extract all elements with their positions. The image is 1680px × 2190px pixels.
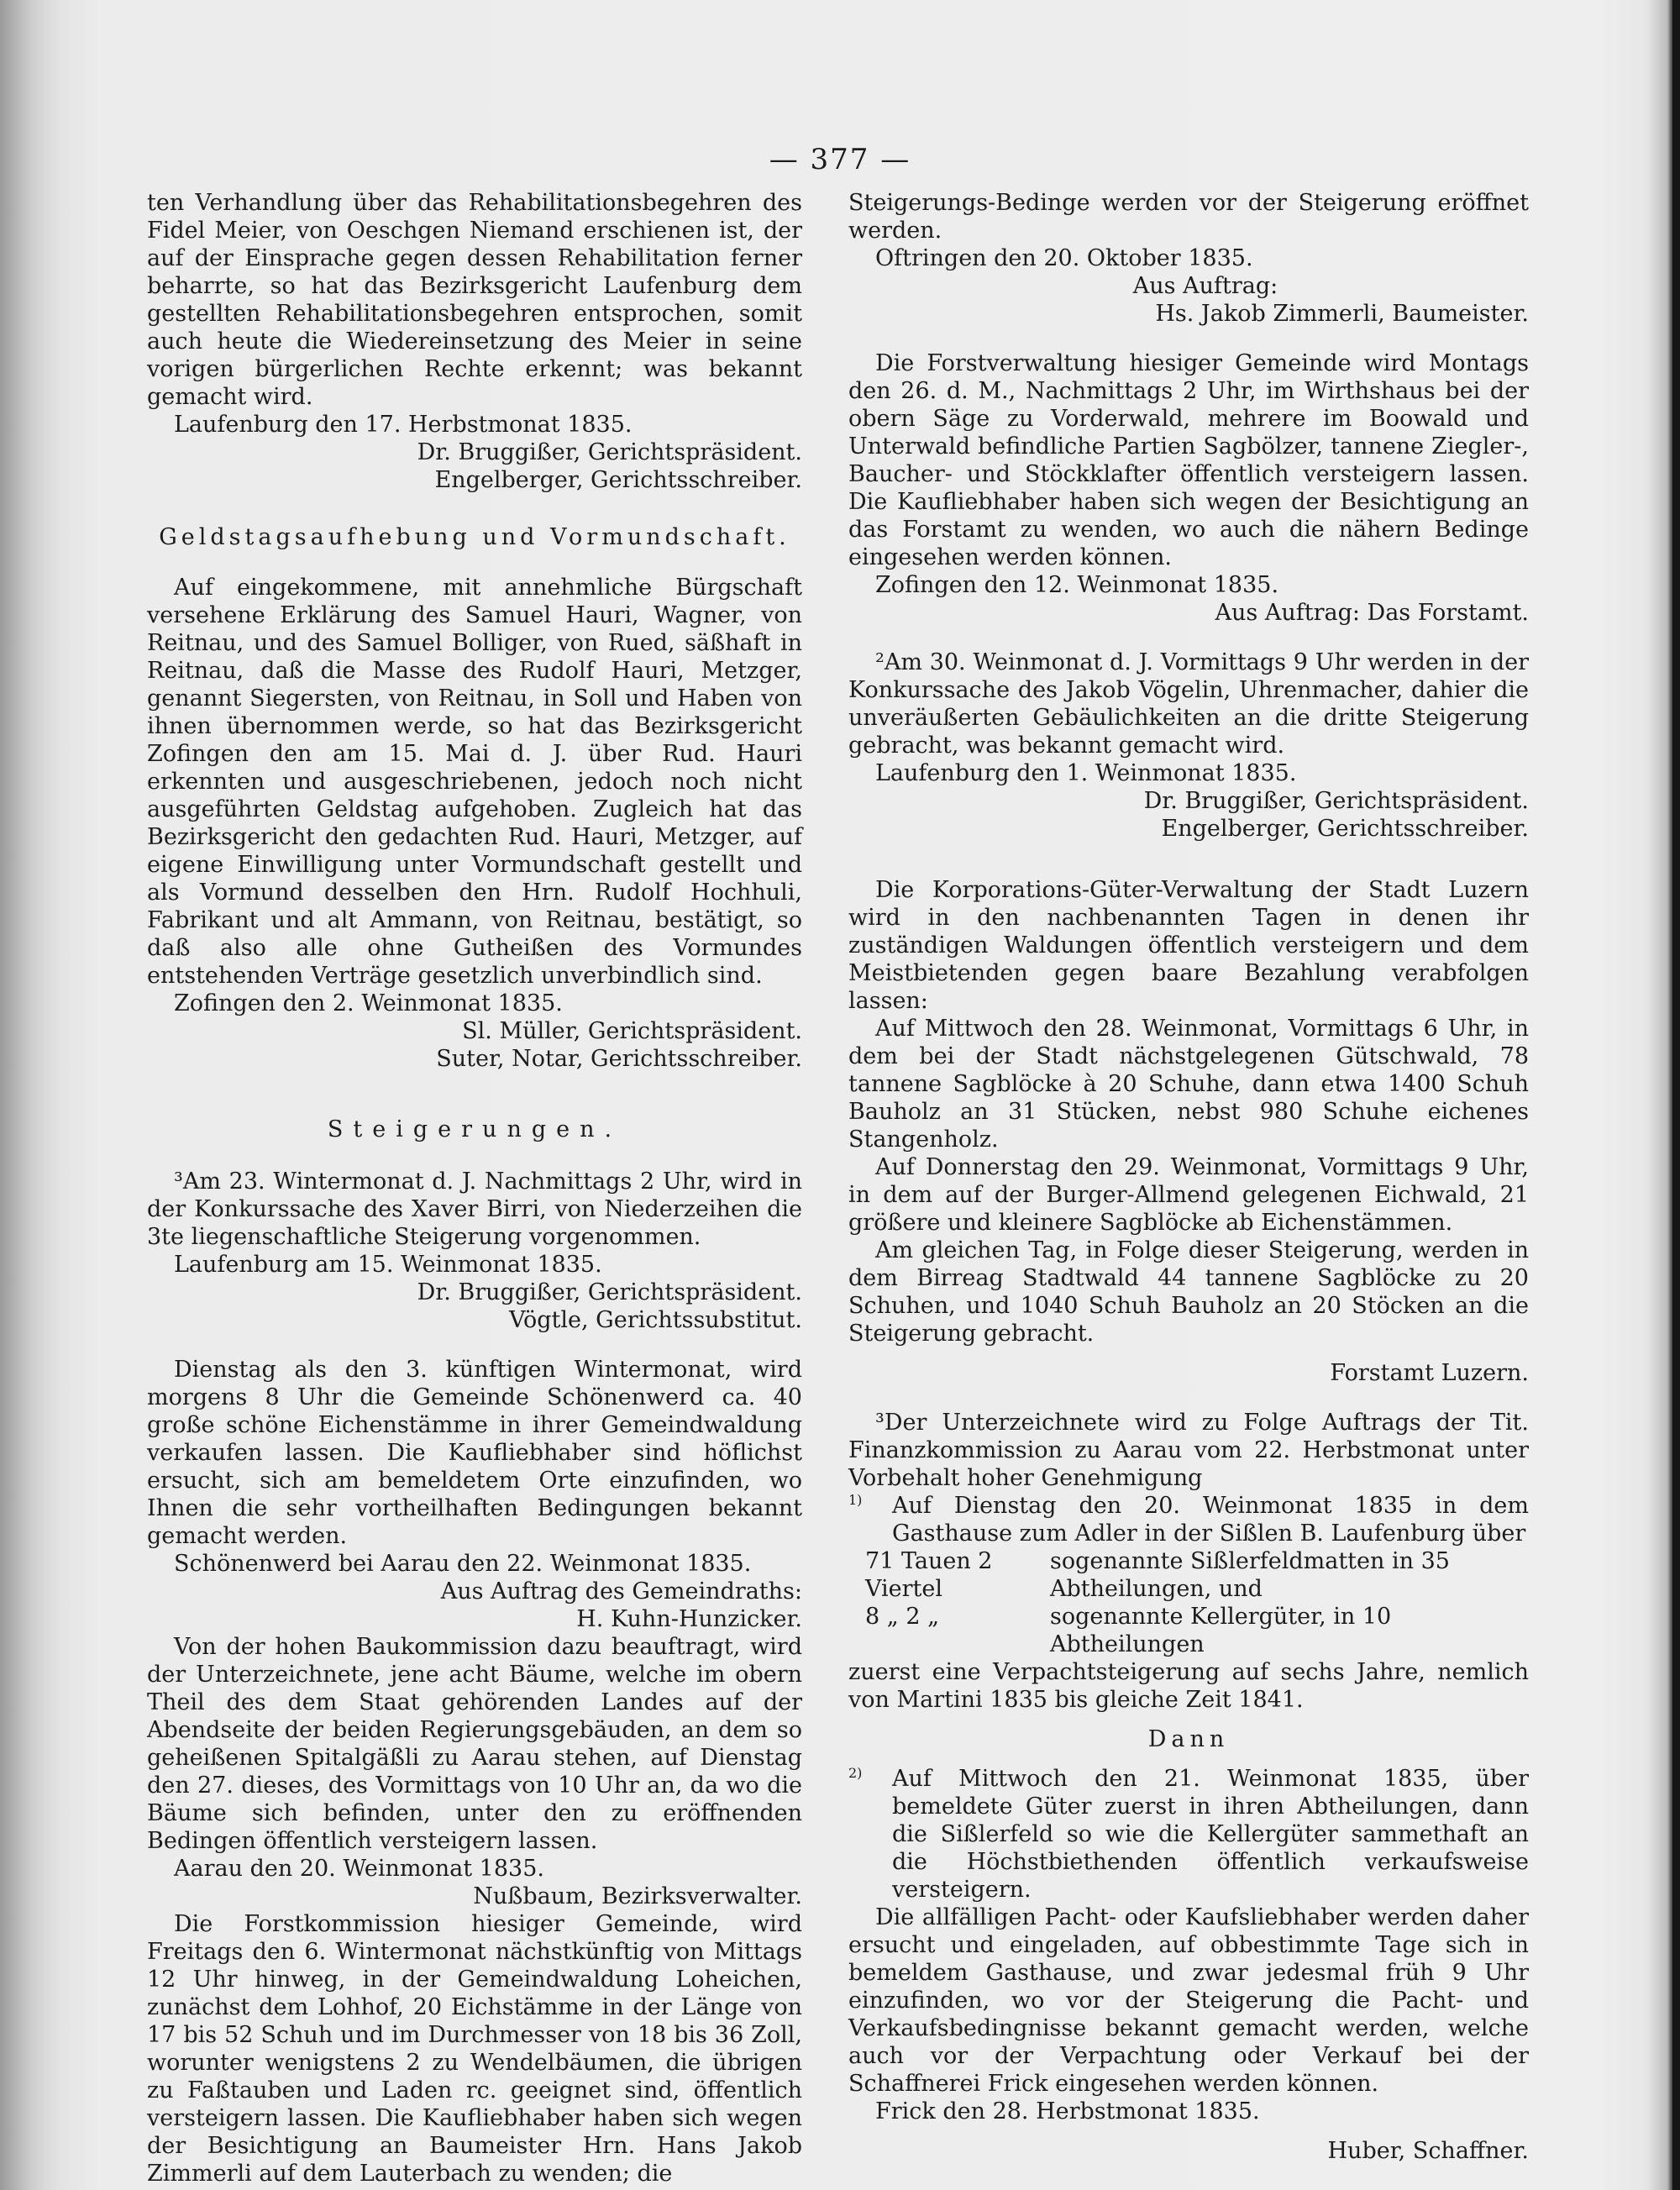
- luzern-intro: Die Korporations-Güter-Verwaltung der Stadt Luzern wird in den nachbenannten Tagen in denen ihr zuständigen Waldungen öffentlich versteigern und dem Meistbietenden gegen baare Bezahlung verabfolgen lassen:: [848, 877, 1529, 1014]
- luzern-item-1: Auf Mittwoch den 28. Weinmonat, Vormittags 6 Uhr, in dem bei der Stadt nächstgelegenen Gütschwald, 78 tannene Sagblöcke à 20 Schuhe, dann etwa 1400 Schuh Bauholz an 31 Stücken, nebst 980 Schuhe eichenes Stangenholz.: [848, 1016, 1529, 1153]
- frick-item-1-number: 1): [848, 1492, 863, 1508]
- oftringen-signature-2: Hs. Jakob Zimmerli, Baumeister.: [1155, 301, 1529, 327]
- frick-parcel-1-description: sogenannte Sißlerfeldmatten in 35 Abtheilungen, und: [1050, 1548, 1450, 1602]
- frick-item-2: [848, 1765, 1529, 1904]
- left-column: [147, 189, 802, 2187]
- frick-item-1: [848, 1492, 1529, 1547]
- geldstag-place-date: Zofingen den 2. Weinmonat 1835.: [174, 990, 563, 1016]
- frick-item-1-text: Auf Dienstag den 20. Weinmonat 1835 in dem Gasthause zum Adler in der Sißlen B. Laufenburg über: [892, 1493, 1529, 1547]
- voegelin-place-date: Laufenburg den 1. Weinmonat 1835.: [875, 760, 1297, 786]
- schoenenwerd-body: Dienstag als den 3. künftigen Wintermonat, wird morgens 8 Uhr die Gemeinde Schönenwerd ca. 40 große schöne Eichenstämme in ihrer Gemeindwaldung verkaufen lassen. Die Kaufliebhaber sind höflichst ersucht, sich am bemeldetem Orte einzufinden, wo Ihnen die sehr vortheilhaften Bedingungen bekannt gemacht werden.: [147, 1357, 802, 1549]
- birri-place-date: Laufenburg am 15. Weinmonat 1835.: [174, 1252, 602, 1278]
- frick-item-2-text: Auf Mittwoch den 21. Weinmonat 1835, über bemeldete Güter zuerst in ihren Abtheilungen, dann die Sißlerfeld so wie die Kellergüter sammethaft an die Höchstbiethenden öffentlich verkaufsweise versteigern.: [892, 1766, 1529, 1903]
- page-number: — 377 —: [769, 143, 911, 176]
- frick-parcel-1: [848, 1547, 1529, 1603]
- oftringen-body: Steigerungs-Bedinge werden vor der Steigerung eröffnet werden.: [848, 190, 1529, 244]
- rehab-signature-2: Engelberger, Gerichtsschreiber.: [434, 467, 802, 493]
- aarau-body: Von der hohen Baukommission dazu beauftragt, wird der Unterzeichnete, jene acht Bäume, welche im obern Theil des dem Staat gehörenden Landes auf der Abendseite der beiden Regierungsgebäuden, an dem so geheißenen Spitalgäßli zu Aarau stehen, auf Dienstag den 27. dieses, des Vormittags von 10 Uhr an, da wo die Bäume sich befinden, unter den zu eröffnenden Bedingen öffentlich versteigern lassen.: [147, 1634, 802, 1854]
- schoenenwerd-signature-2: H. Kuhn-Hunzicker.: [576, 1606, 802, 1632]
- aarau-signature: Nußbaum, Bezirksverwalter.: [473, 1883, 802, 1909]
- voegelin-signature-1: Dr. Bruggißer, Gerichtspräsident.: [1143, 788, 1529, 814]
- zofingen-forst-body: Die Forstverwaltung hiesiger Gemeinde wird Montags den 26. d. M., Nachmittags 2 Uhr, im Wirthshaus bei der obern Säge zu Vorderwald, mehrere im Boowald und Unterwald befindliche Partien Sagbölzer, tannene Ziegler-, Baucher- und Stöckklafter öffentlich versteigern lassen. Die Kaufliebhaber haben sich wegen der Besichtigung an das Forstamt zu wenden, wo auch die nähern Bedinge eingesehen werden können.: [848, 350, 1529, 570]
- frick-dann: Dann: [1147, 1726, 1230, 1752]
- luzern-signature: Forstamt Luzern.: [1330, 1360, 1529, 1386]
- voegelin-signature-2: Engelberger, Gerichtsschreiber.: [1161, 816, 1529, 842]
- geldstag-heading: Geldstagsaufhebung und Vormundschaft.: [159, 524, 790, 550]
- geldstag-body: Auf eingekommene, mit annehmliche Bürgschaft versehene Erklärung des Samuel Hauri, Wagner, von Reitnau, und des Samuel Bolliger, von Rued, säßhaft in Reitnau, daß die Masse des Rudolf Hauri, Metzger, genannt Siegersten, von Reitnau, in Soll und Haben von ihnen übernommen werde, so hat das Bezirksgericht Zofingen den am 15. Mai d. J. über Rud. Hauri erkennten und ausgeschriebenen, jedoch noch nicht ausgeführten Geldstag aufgehoben. Zugleich hat das Bezirksgericht den gedachten Rud. Hauri, Metzger, auf eigene Einwilligung unter Vormundschaft gestellt und als Vormund desselben den Hrn. Rudolf Hochhuli, Fabrikant und alt Ammann, von Reitnau, bestätigt, so daß also alle ohne Gutheißen des Vormundes entstehenden Verträge gesetzlich unverbindlich sind.: [147, 575, 802, 989]
- frick-signature: Huber, Schaffner.: [1327, 2138, 1529, 2164]
- voegelin-body: ²Am 30. Weinmonat d. J. Vormittags 9 Uhr werden in der Konkurssache des Jakob Vögelin, Uhrenmacher, dahier die unveräußerten Gebäulichkeiten an die dritte Steigerung gebracht, was bekannt gemacht wird.: [848, 649, 1529, 759]
- zofingen-forst-place-date: Zofingen den 12. Weinmonat 1835.: [875, 572, 1279, 598]
- forstkommission-body: Die Forstkommission hiesiger Gemeinde, wird Freitags den 6. Wintermonat nächstkünftig von Mittags 12 Uhr hinweg, in der Gemeindwaldung Loheichen, zunächst dem Lohhof, 20 Eichstämme in der Länge von 17 bis 52 Schuh und im Durchmesser von 18 bis 36 Zoll, worunter wenigstens 2 zu Wendelbäumen, die übrigen zu Faßtauben und Laden rc. geeignet sind, öffentlich versteigern lassen. Die Kaufliebhaber haben sich wegen der Besichtigung an Baumeister Hrn. Hans Jakob Zimmerli auf dem Lauterbach zu wenden; die: [147, 1911, 802, 2187]
- birri-signature-1: Dr. Bruggißer, Gerichtspräsident.: [417, 1279, 802, 1305]
- birri-body: ³Am 23. Wintermonat d. J. Nachmittags 2 Uhr, wird in der Konkurssache des Xaver Birri, von Niederzeihen die 3te liegenschaftliche Steigerung vorgenommen.: [147, 1169, 802, 1250]
- oftringen-place-date: Oftringen den 20. Oktober 1835.: [875, 245, 1253, 271]
- rehab-place-date: Laufenburg den 17. Herbstmonat 1835.: [174, 412, 633, 438]
- zofingen-forst-signature: Aus Auftrag: Das Forstamt.: [1215, 600, 1529, 626]
- right-column: [848, 189, 1529, 2165]
- luzern-item-2: Auf Donnerstag den 29. Weinmonat, Vormittags 9 Uhr, in dem auf der Burger-Allmend gelegenen Eichwald, 21 größere und kleinere Sagblöcke ab Eichenstämmen.: [848, 1154, 1529, 1236]
- frick-intro: ³Der Unterzeichnete wird zu Folge Auftrags der Tit. Finanzkommission zu Aarau vom 22. Herbstmonat unter Vorbehalt hoher Genehmigung: [848, 1410, 1529, 1491]
- schoenenwerd-place-date: Schönenwerd bei Aarau den 22. Weinmonat 1835.: [174, 1551, 752, 1577]
- book-spine-shadow: [0, 0, 47, 2190]
- geldstag-signature-2: Suter, Notar, Gerichtsschreiber.: [436, 1046, 802, 1072]
- aarau-place-date: Aarau den 20. Weinmonat 1835.: [174, 1856, 544, 1882]
- frick-parcel-2-amount: 8 „ 2 „: [865, 1604, 940, 1630]
- frick-item-2-number: 2): [848, 1765, 863, 1781]
- rehab-body: ten Verhandlung über das Rehabilitationsbegehren des Fidel Meier, von Oeschgen Niemand erschienen ist, der auf der Einsprache gegen dessen Rehabilitation ferner beharrte, so hat das Bezirksgericht Laufenburg dem gestellten Rehabilitationsbegehren entsprochen, somit auch heute die Wiedereinsetzung des Meier in seine vorigen bürgerlichen Rechte erkennt; was bekannt gemacht wird.: [147, 190, 802, 410]
- frick-parcel-2-description: sogenannte Kellergüter, in 10 Abtheilungen: [1050, 1604, 1392, 1657]
- page-edge: [1672, 0, 1680, 2190]
- frick-place-date: Frick den 28. Herbstmonat 1835.: [875, 2098, 1260, 2124]
- steigerungen-heading: Steigerungen.: [327, 1116, 622, 1142]
- frick-parcel-1-amount: 71 Tauen 2 Viertel: [865, 1548, 993, 1602]
- frick-parcel-2: [848, 1603, 1529, 1658]
- oftringen-signature-1: Aus Auftrag:: [1132, 273, 1278, 299]
- frick-pacht-text: zuerst eine Verpachtsteigerung auf sechs Jahre, nemlich von Martini 1835 bis gleiche Zeit 1841.: [848, 1659, 1529, 1713]
- birri-signature-2: Vögtle, Gerichtssubstitut.: [508, 1307, 802, 1333]
- geldstag-signature-1: Sl. Müller, Gerichtspräsident.: [462, 1018, 802, 1044]
- rehab-signature-1: Dr. Bruggißer, Gerichtspräsident.: [417, 439, 802, 465]
- luzern-item-3: Am gleichen Tag, in Folge dieser Steigerung, werden in dem Birreag Stadtwald 44 tannene Sagblöcke zu 20 Schuhen, und 1040 Schuh Bauholz an 20 Stöcken an die Steigerung gebracht.: [848, 1237, 1529, 1347]
- schoenenwerd-signature-1: Aus Auftrag des Gemeindraths:: [440, 1578, 802, 1604]
- frick-closing: Die allfälligen Pacht- oder Kaufsliebhaber werden daher ersucht und eingeladen, auf obbestimmte Tage sich in bemeldem Gasthause, und zwar jedesmal früh 9 Uhr einzufinden, wo vor der Steigerung die Pacht- und Verkaufsbedingnisse bekannt gemacht werden, welche auch vor der Verpachtung oder Verkauf bei der Schaffnerei Frick eingesehen werden können.: [848, 1904, 1529, 2097]
